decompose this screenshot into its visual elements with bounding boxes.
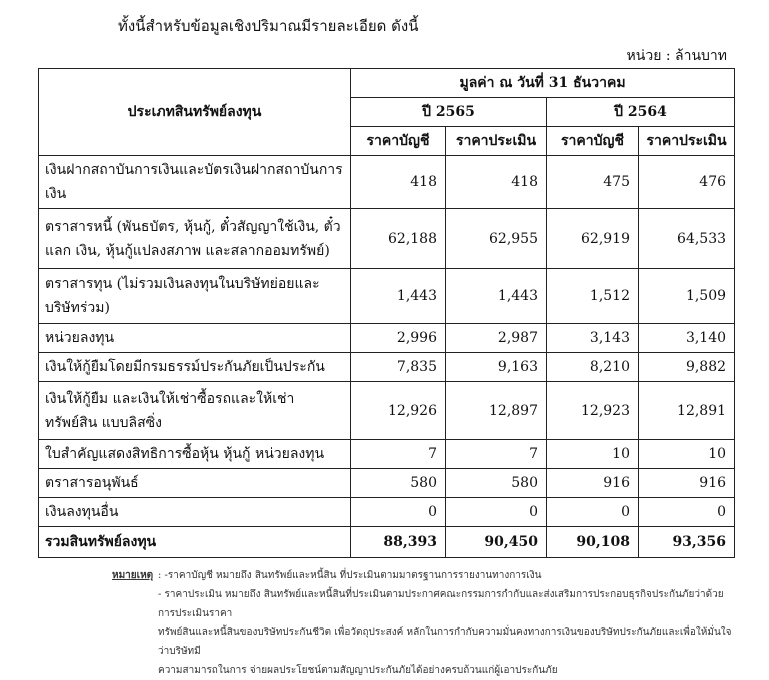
footnote-line: ความสามารถในการ จ่ายผลประโยชน์ตามสัญญาประกันภัยได้อย่างครบถ้วนแก่ผู้เอาประกันภัย (158, 665, 558, 676)
cell-value: 1,443 (446, 269, 547, 324)
appraised-value-header: ราคาประเมิน (639, 127, 735, 156)
table-row (39, 324, 735, 353)
year-header: ปี 2565 (351, 98, 547, 127)
cell-value: 0 (446, 498, 547, 527)
cell-value: 12,897 (446, 382, 547, 440)
book-value-header: ราคาบัญชี (351, 127, 446, 156)
cell-value: 12,926 (351, 382, 446, 440)
table-row (39, 353, 735, 382)
cell-value: 0 (639, 498, 735, 527)
footnotes (112, 566, 732, 680)
cell-value: 8,210 (547, 353, 639, 382)
asset-type-header: ประเภทสินทรัพย์ลงทุน (39, 69, 351, 156)
cell-value: 580 (351, 469, 446, 498)
table-row (39, 156, 735, 209)
total-row (39, 527, 735, 558)
cell-value: 2,987 (446, 324, 547, 353)
table-row (39, 498, 735, 527)
row-label: ใบสำคัญแสดงสิทธิการซื้อหุ้น หุ้นกู้ หน่วยลงทุน (39, 440, 351, 469)
cell-value: 9,163 (446, 353, 547, 382)
cell-value: 62,955 (446, 209, 547, 269)
footnote-label: หมายเหตุ (112, 570, 154, 581)
table-row (39, 209, 735, 269)
cell-value: 62,919 (547, 209, 639, 269)
footnote-line: - ราคาประเมิน หมายถึง สินทรัพย์และหนี้สินที่ประเมินตามประกาศคณะกรรมการกำกับและส่งเสริมการประกอบธุรกิจประกันภัยว่าด้วยการประเมินราคา (158, 589, 724, 619)
cell-value: 3,143 (547, 324, 639, 353)
cell-value: 916 (639, 469, 735, 498)
cell-value: 64,533 (639, 209, 735, 269)
cell-value: 7 (351, 440, 446, 469)
year-header: ปี 2564 (547, 98, 735, 127)
cell-value: 12,923 (547, 382, 639, 440)
table-row (39, 269, 735, 324)
row-label: เงินลงทุนอื่น (39, 498, 351, 527)
row-label: หน่วยลงทุน (39, 324, 351, 353)
cell-value: 7,835 (351, 353, 446, 382)
cell-value: 3,140 (639, 324, 735, 353)
cell-value: 1,443 (351, 269, 446, 324)
cell-value: 1,512 (547, 269, 639, 324)
footnote-line: ทรัพย์สินและหนี้สินของบริษัทประกันชีวิต เพื่อวัตถุประสงค์ หลักในการกำกับความมั่นคงทางการเงินของบริษัทประกันภัยและเพื่อให้มั่นใจว่าบริษัทมี (158, 627, 732, 657)
table-row (39, 382, 735, 440)
cell-value: 0 (351, 498, 446, 527)
cell-value: 418 (446, 156, 547, 209)
cell-value: 10 (639, 440, 735, 469)
book-value-header: ราคาบัญชี (547, 127, 639, 156)
cell-value: 10 (547, 440, 639, 469)
unit-label: หน่วย : ล้านบาท (626, 48, 727, 64)
cell-value: 12,891 (639, 382, 735, 440)
footnote-line: : -ราคาบัญชี หมายถึง สินทรัพย์และหนี้สิน ที่ประเมินตามมาตรฐานการรายงานทางการเงิน (158, 570, 542, 581)
cell-value: 916 (547, 469, 639, 498)
value-date-header: มูลค่า ณ วันที่ 31 ธันวาคม (351, 69, 735, 98)
appraised-value-header: ราคาประเมิน (446, 127, 547, 156)
row-label: ตราสารหนี้ (พันธบัตร, หุ้นกู้, ตั๋วสัญญาใช้เงิน, ตั๋วแลก เงิน, หุ้นกู้แปลงสภาพ และสลากออมทรัพย์) (39, 209, 351, 269)
total-value: 93,356 (639, 527, 735, 558)
cell-value: 0 (547, 498, 639, 527)
cell-value: 580 (446, 469, 547, 498)
total-value: 90,450 (446, 527, 547, 558)
total-label: รวมสินทรัพย์ลงทุน (39, 527, 351, 558)
cell-value: 476 (639, 156, 735, 209)
cell-value: 2,996 (351, 324, 446, 353)
cell-value: 418 (351, 156, 446, 209)
row-label: ตราสารทุน (ไม่รวมเงินลงทุนในบริษัทย่อยและบริษัทร่วม) (39, 269, 351, 324)
row-label: ตราสารอนุพันธ์ (39, 469, 351, 498)
cell-value: 62,188 (351, 209, 446, 269)
row-label: เงินให้กู้ยืม และเงินให้เช่าซื้อรถและให้เช่าทรัพย์สิน แบบลิสซิ่ง (39, 382, 351, 440)
table-row (39, 440, 735, 469)
total-value: 88,393 (351, 527, 446, 558)
cell-value: 7 (446, 440, 547, 469)
total-value: 90,108 (547, 527, 639, 558)
cell-value: 9,882 (639, 353, 735, 382)
cell-value: 475 (547, 156, 639, 209)
cell-value: 1,509 (639, 269, 735, 324)
investment-table (38, 68, 735, 558)
row-label: เงินฝากสถาบันการเงินและบัตรเงินฝากสถาบันการเงิน (39, 156, 351, 209)
intro-text: ทั้งนี้สำหรับข้อมูลเชิงปริมาณมีรายละเอียด ดังนี้ (118, 17, 419, 35)
row-label: เงินให้กู้ยืมโดยมีกรมธรรม์ประกันภัยเป็นประกัน (39, 353, 351, 382)
table-row (39, 469, 735, 498)
